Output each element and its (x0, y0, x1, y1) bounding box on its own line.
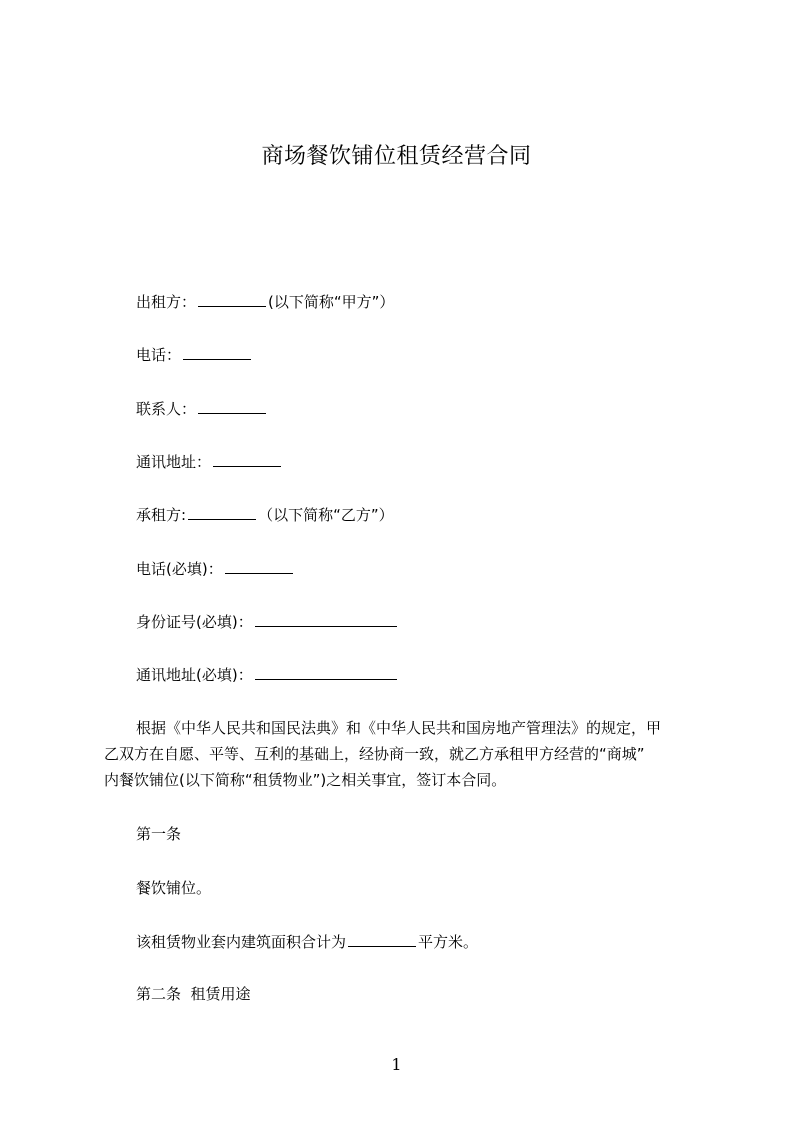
article2-heading: 第二条 租赁用途 (136, 985, 251, 1003)
lessor-line (136, 290, 394, 313)
lessee-address-blank (255, 663, 397, 680)
lessee-line (136, 503, 394, 526)
article1-heading: 第一条 (136, 825, 182, 843)
page-number: 1 (391, 1055, 402, 1074)
lessee-address-line (136, 663, 399, 686)
lessee-phone-line (136, 557, 295, 580)
area-blank (348, 930, 416, 947)
contact-label: 联系人： (136, 400, 197, 418)
preamble-line: 乙双方在自愿、平等、互利的基础上，经协商一致，就乙方承租甲方经营的“商城” (104, 745, 645, 763)
id-number-blank (255, 610, 397, 627)
lessor-blank (198, 290, 266, 307)
id-number-line (136, 610, 399, 633)
preamble-line: 根据《中华人民共和国民法典》和《中华人民共和国房地产管理法》的规定，甲 (136, 719, 662, 737)
area-line (136, 930, 478, 953)
lessee-blank (188, 503, 256, 520)
phone-blank (183, 343, 251, 360)
preamble-line: 内餐饮铺位(以下简称“租赁物业”)之相关事宜，签订本合同。 (104, 771, 507, 789)
phone-label: 电话： (136, 346, 182, 364)
preamble-paragraph (104, 715, 696, 793)
lessor-label: 出租方： (136, 293, 197, 311)
contact-line (136, 397, 268, 420)
lessor-suffix: (以下简称“甲方”） (268, 293, 395, 311)
document-title: 商场餐饮铺位租赁经营合同 (261, 144, 532, 169)
address-label: 通讯地址： (136, 453, 212, 471)
contact-blank (198, 397, 266, 414)
area-suffix: 平方米。 (418, 933, 479, 951)
lessee-label: 承租方: (136, 506, 187, 524)
article1-item: 餐饮铺位。 (136, 879, 212, 897)
lessee-suffix: （以下简称“乙方”） (258, 506, 394, 524)
lessee-phone-label: 电话(必填)： (136, 560, 223, 578)
lessee-address-label: 通讯地址(必填)： (136, 666, 253, 684)
address-line (136, 450, 283, 473)
id-number-label: 身份证号(必填)： (136, 613, 253, 631)
address-blank (213, 450, 281, 467)
phone-line (136, 343, 253, 366)
lessee-phone-blank (225, 557, 293, 574)
area-prefix: 该租赁物业套内建筑面积合计为 (136, 933, 347, 951)
